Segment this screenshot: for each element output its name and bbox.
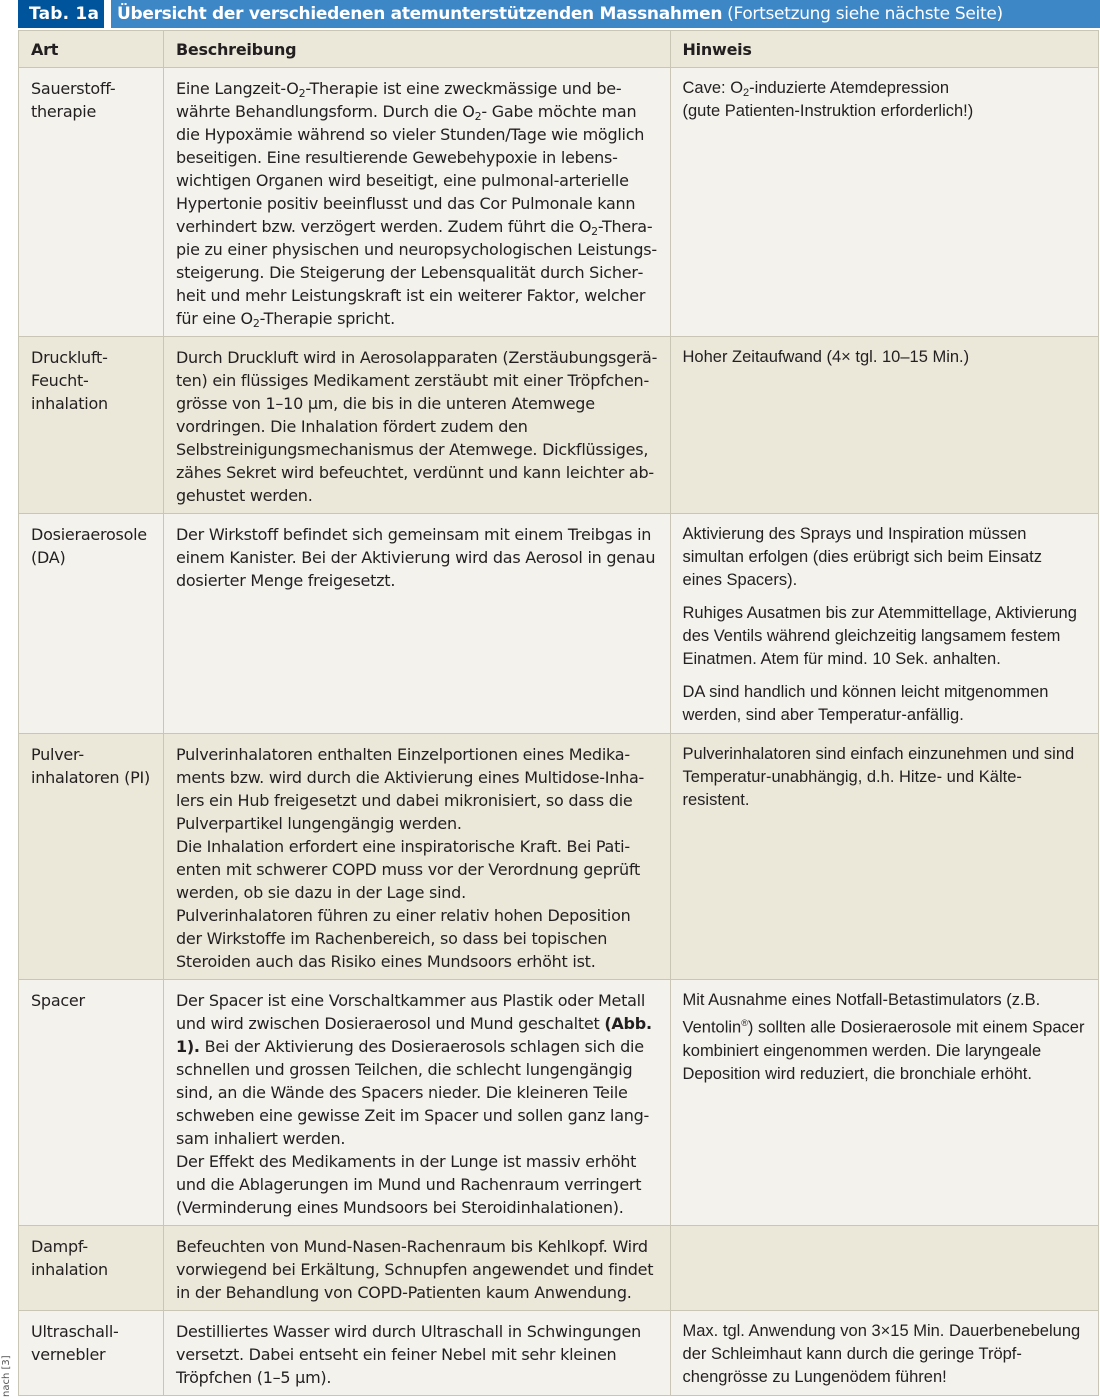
table-body: [19, 68, 1099, 1396]
table-row: [19, 980, 1099, 1226]
measures-table: [18, 30, 1099, 1396]
hint-paragraph: DA sind handlich und können leicht mitgenommen werden, sind aber Temperatur-anfällig.: [682, 683, 1049, 724]
hint-paragraph: Ruhiges Ausatmen bis zur Atemmittellage, Aktivierung des Ventils während gleichzeitig langsamem festem Einatmen. Atem für mind. 10 Sek. anhalten.: [682, 604, 1077, 668]
cell-hinweis: [670, 1226, 1098, 1311]
source-note: nach [3]: [1, 1355, 12, 1397]
table-row: [19, 1311, 1099, 1396]
cell-hinweis: [670, 734, 1098, 980]
cell-art: Sauerstoff- therapie: [19, 68, 164, 337]
cell-beschreibung: Durch Druckluft wird in Aerosolapparaten (Zerstäubungsgeräten) ein flüssiges Medikament zerstäubt mit einer Tröpfchengrösse von 1–10 µm, die bis in die unteren Atemwege vordringen. Die Inhalation fördert zudem den Selbstreinigungsmechanismus der Atemwege. Dickflüssiges, zähes Sekret wird befeuchtet, verdünnt und kann leichter abgehustet werden.: [163, 337, 670, 514]
cell-hinweis: [670, 980, 1098, 1226]
cell-beschreibung: Destilliertes Wasser wird durch Ultraschall in Schwingungen versetzt. Dabei entseht ein feiner Nebel mit sehr kleinen Tröpfchen (1–5 µm).: [163, 1311, 670, 1396]
hint-paragraph: Hoher Zeitaufwand (4× tgl. 10–15 Min.): [682, 348, 970, 366]
hint-paragraph: Max. tgl. Anwendung von 3×15 Min. Dauerbenebelung der Schleimhaut kann durch die geringe Tröpfchengrösse zu Lungenödem führen!: [682, 1322, 1081, 1386]
cell-beschreibung: Befeuchten von Mund-Nasen-Rachenraum bis Kehlkopf. Wird vorwiegend bei Erkältung, Schnupfen angewendet und findet in der Behandlung von COPD-Patienten kaum Anwendung.: [163, 1226, 670, 1311]
cell-art: Dosieraerosole (DA): [19, 514, 164, 734]
cell-hinweis: [670, 514, 1098, 734]
table-number-label: Tab. 1a: [18, 0, 104, 28]
table-title: [111, 0, 1100, 28]
cell-art: Ultraschall- vernebler: [19, 1311, 164, 1396]
cell-art: Pulver- inhalatoren (PI): [19, 734, 164, 980]
title-separator: [104, 0, 111, 28]
column-header-hinweis: Hinweis: [670, 31, 1098, 68]
table-row: [19, 68, 1099, 337]
cell-hinweis: [670, 1311, 1098, 1396]
column-header-art: Art: [19, 31, 164, 68]
table-header-row: [19, 31, 1099, 68]
table-title-bar: [18, 0, 1100, 28]
table-row: [19, 1226, 1099, 1311]
hint-paragraph: Mit Ausnahme eines Notfall-Betastimulators (z.B. Ventolin®) sollten alle Dosieraerosole mit einem Spacer kombiniert eingenommen werden. Die laryngeale Deposition wird reduziert, die bronchiale erhöht.: [682, 991, 1085, 1083]
cell-art: Dampf- inhalation: [19, 1226, 164, 1311]
table-title-continuation: (Fortsetzung siehe nächste Seite): [727, 4, 1003, 24]
table-title-main: Übersicht der verschiedenen atemunterstützenden Massnahmen: [117, 4, 723, 24]
cell-hinweis: [670, 68, 1098, 337]
hint-paragraph: Aktivierung des Sprays und Inspiration müssen simultan erfolgen (dies erübrigt sich beim Einsatz eines Spacers).: [682, 525, 1043, 589]
cell-hinweis: [670, 337, 1098, 514]
table-row: [19, 734, 1099, 980]
table-row: [19, 337, 1099, 514]
cell-beschreibung: Eine Langzeit-$O_2$-Therapie ist eine zweckmässige und bewährte Behandlungsform. Durch die $O_2-$ Gabe möchte man die Hypoxämie während so vieler Stunden/Tage wie möglich beseitigen. Eine resultierende Gewebehypoxie in lebenswichtigen Organen wird beseitigt, eine pulmonal-arterielle Hypertonie positiv beeinflusst und das Cor Pulmonale kann verhindert bzw. verzögert werden. Zudem führt die $O_2$-Therapie zu einer physischen und neuropsychologischen Leistungssteigerung. Die Steigerung der Lebensqualität durch Sicherheit und mehr Leistungskraft ist ein weiterer Faktor, welcher für eine $O_2$-Therapie spricht.: [163, 68, 670, 337]
cell-art: Spacer: [19, 980, 164, 1226]
column-header-beschreibung: Beschreibung: [163, 31, 670, 68]
cell-beschreibung: Pulverinhalatoren enthalten Einzelportionen eines Medikaments bzw. wird durch die Aktivierung eines Multidose-Inhalers ein Hub freigesetzt und dabei mikronisiert, so dass die Pulverpartikel lungengängig werden. Die Inhalation erfordert eine inspiratorische Kraft. Bei Patienten mit schwerer COPD muss vor der Verordnung geprüft werden, ob sie dazu in der Lage sind. Pulverinhalatoren führen zu einer relativ hohen Deposition der Wirkstoffe im Rachenbereich, so dass bei topischen Steroiden auch das Risiko eines Mundsoors erhöht ist.: [163, 734, 670, 980]
table-row: [19, 514, 1099, 734]
hint-paragraph: Pulverinhalatoren sind einfach einzunehmen und sind Temperatur-unabhängig, d.h. Hitze- und Kälte-resistent.: [682, 745, 1075, 809]
cell-beschreibung: Der Wirkstoff befindet sich gemeinsam mit einem Treibgas in einem Kanister. Bei der Aktivierung wird das Aerosol in genau dosierter Menge freigesetzt.: [163, 514, 670, 734]
cell-beschreibung: Der Spacer ist eine Vorschaltkammer aus Plastik oder Metall und wird zwischen Dosieraerosol und Mund geschaltet (Abb. 1). Bei der Aktivierung des Dosieraerosols schlagen sich die schnellen und grossen Teilchen, die schlecht lungengängig sind, an die Wände des Spacers nieder. Die kleineren Teile schweben eine gewisse Zeit im Spacer und sollen ganz langsam inhaliert werden. Der Effekt des Medikaments in der Lunge ist massiv erhöht und die Ablagerungen im Mund und Rachenraum verringert (Verminderung eines Mundsoors bei Steroidinhalationen).: [163, 980, 670, 1226]
cell-art: Druckluft- Feucht- inhalation: [19, 337, 164, 514]
hint-paragraph: Cave: $O_2$-induzierte Atemdepression (gute Patienten-Instruktion erforderlich!): [682, 79, 974, 120]
